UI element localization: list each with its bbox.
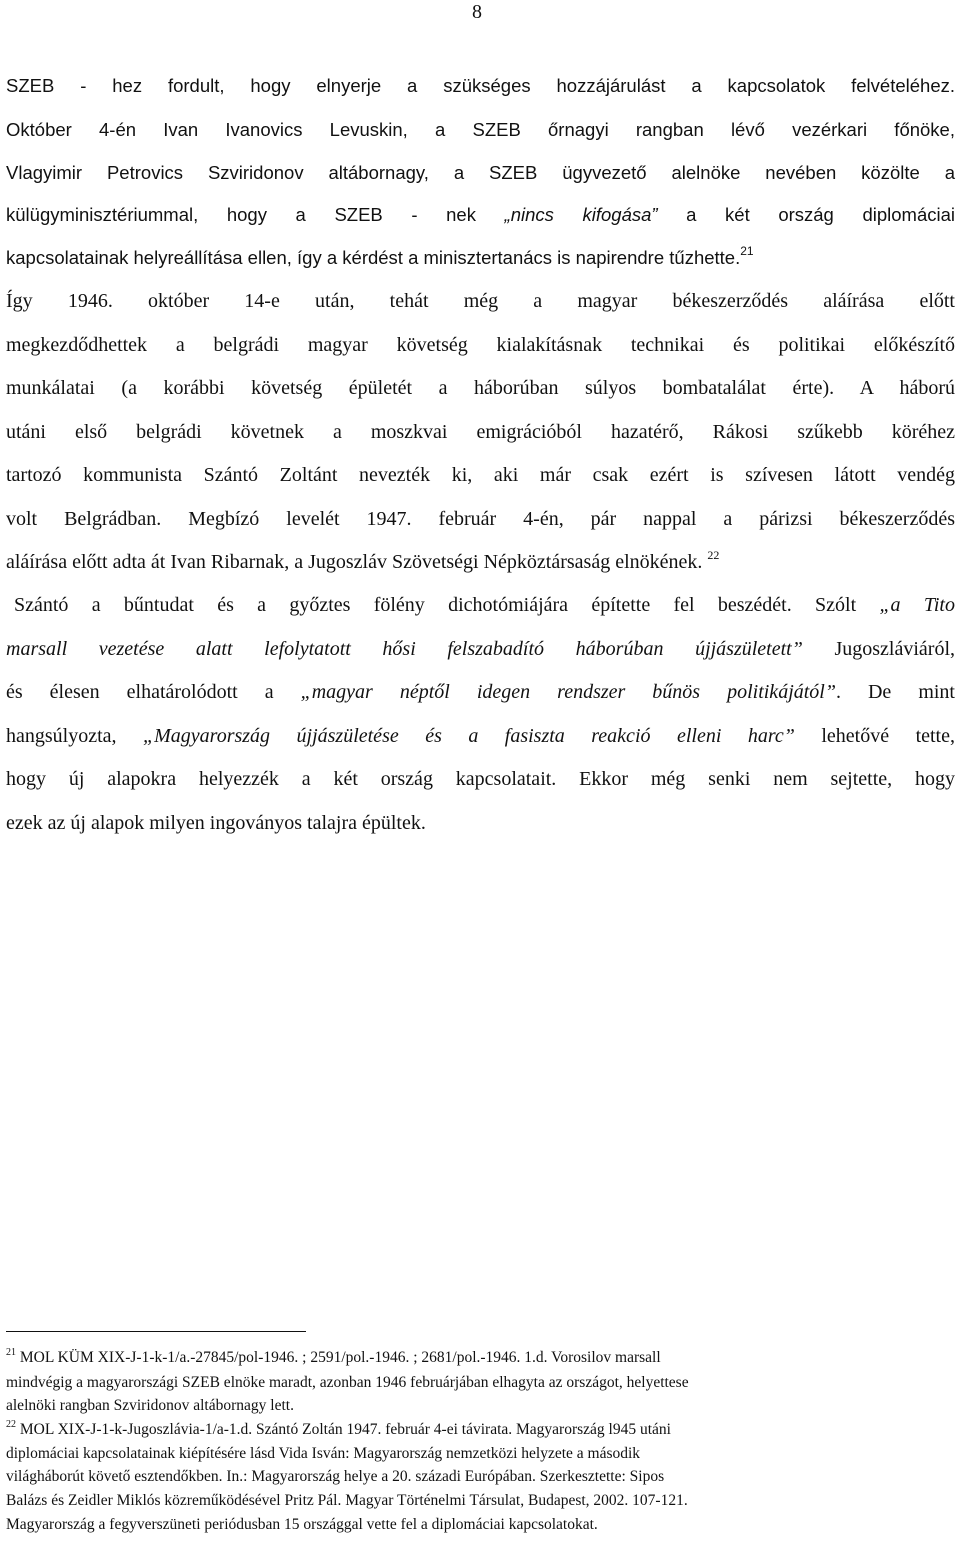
- footnote-22-line: Magyarország a fegyverszüneti periódusban 15 országgal vette fel a diplomáciai kapcsolatokat.: [6, 1516, 598, 1533]
- quoted-phrase: marsall vezetése alatt lefolytatott hősi felszabadító háborúban újjászületett”: [6, 638, 803, 660]
- footnote-separator: [6, 1331, 306, 1332]
- text-span: aláírása előtt adta át Ivan Ribarnak, a Jugoszláv Szövetségi Népköztársaság elnökének.: [6, 551, 703, 573]
- footnote-22-line: Balázs és Zeidler Miklós közreműködésével Pritz Pál. Magyar Történelmi Társulat, Budapest, 2002. 107-121.: [6, 1492, 688, 1509]
- text-span: MOL KÜM XIX-J-1-k-1/a.-27845/pol-1946. ; 2591/pol.-1946. ; 2681/pol.-1946. 1.d. Vorosilov marsall: [16, 1349, 661, 1366]
- quoted-phrase: „nincs kifogása”: [504, 204, 658, 225]
- text-line: [14, 592, 955, 618]
- text-line: [6, 679, 955, 705]
- text-line: Vlagyimir Petrovics Szviridonov altábornagy, a SZEB ügyvezető alelnöke nevében közölte a: [6, 162, 955, 183]
- footnote-21-line: alelnöki rangban Szviridonov altábornagy lett.: [6, 1397, 294, 1414]
- text-line: [6, 549, 955, 575]
- text-span: a két ország diplomáciai: [657, 204, 955, 225]
- text-span: hangsúlyozta,: [6, 725, 143, 747]
- text-line: [6, 202, 955, 228]
- text-line: Így 1946. október 14-e után, tehát még a magyar békeszerződés aláírása előtt: [6, 290, 955, 312]
- text-span: Jugoszláviáról,: [802, 638, 956, 660]
- text-line: volt Belgrádban. Megbízó levelét 1947. február 4-én, pár nappal a párizsi békeszerződés: [6, 508, 955, 530]
- footnote-ref-22: 22: [707, 548, 720, 562]
- quoted-phrase: „a Tito: [879, 594, 955, 616]
- page-number: 8: [472, 1, 482, 23]
- text-line: megkezdődhettek a belgrádi magyar követség kialakításnak technikai és politikai előkészítő: [6, 334, 955, 356]
- text-line: SZEB - hez fordult, hogy elnyerje a szükséges hozzájárulást a kapcsolatok felvételéhez.: [6, 75, 955, 96]
- quoted-phrase: „magyar néptől idegen rendszer bűnös politikájától”: [300, 681, 836, 703]
- quoted-phrase: „Magyarország újjászületése és a fasiszta reakció elleni harc”: [143, 725, 795, 747]
- text-line: [6, 723, 955, 749]
- footnote-22-line: világháborút követő esztendőkben. In.: Magyarország helye a 20. századi Európában. Szerkesztette: Sipos: [6, 1468, 665, 1485]
- footnote-21-line: mindvégig a magyarországi SZEB elnöke maradt, azonban 1946 februárjában elhagyta az országot, helyettese: [6, 1374, 689, 1391]
- text-span: és élesen elhatárolódott a: [6, 681, 301, 703]
- text-line: [6, 636, 955, 662]
- text-line: utáni első belgrádi követnek a moszkvai emigrációból hazatérő, Rákosi szűkebb köréhez: [6, 421, 955, 443]
- text-line: Október 4-én Ivan Ivanovics Levuskin, a SZEB őrnagyi rangban lévő vezérkari főnöke,: [6, 119, 955, 140]
- text-span: Szántó a bűntudat és a győztes fölény dichotómiájára építette fel beszédét. Szólt: [14, 594, 880, 616]
- text-line: munkálatai (a korábbi követség épületét a háborúban súlyos bombatalálat érte). A háború: [6, 377, 955, 399]
- text-span: lehetővé tette,: [794, 725, 955, 747]
- text-line: tartozó kommunista Szántó Zoltánt nevezték ki, aki már csak ezért is szívesen látott vendég: [6, 464, 955, 486]
- footnote-number: 21: [6, 1347, 16, 1358]
- text-span: MOL XIX-J-1-k-Jugoszlávia-1/a-1.d. Szántó Zoltán 1947. február 4-ei távirata. Magyarország l945 utáni: [16, 1421, 671, 1438]
- text-line: [6, 245, 955, 271]
- text-line: ezek az új alapok milyen ingoványos talajra épültek.: [6, 812, 426, 834]
- footnote-ref-21: 21: [740, 244, 754, 258]
- footnote-22-line: [6, 1420, 955, 1440]
- footnote-22-line: diplomáciai kapcsolatainak kiépítésére lásd Vida Isván: Magyarország nemzetközi helyzete a második: [6, 1445, 641, 1462]
- text-span: . De mint: [835, 681, 955, 703]
- text-span: külügyminisztériummal, hogy a SZEB - nek: [6, 204, 505, 225]
- text-line: hogy új alapokra helyezzék a két ország kapcsolatait. Ekkor még senki nem sejtette, hogy: [6, 768, 955, 790]
- footnote-21-line: [6, 1348, 955, 1368]
- footnote-number: 22: [6, 1419, 16, 1430]
- text-span: kapcsolatainak helyreállítása ellen, így a kérdést a minisztertanács is napirendre tűzhette.: [6, 247, 741, 268]
